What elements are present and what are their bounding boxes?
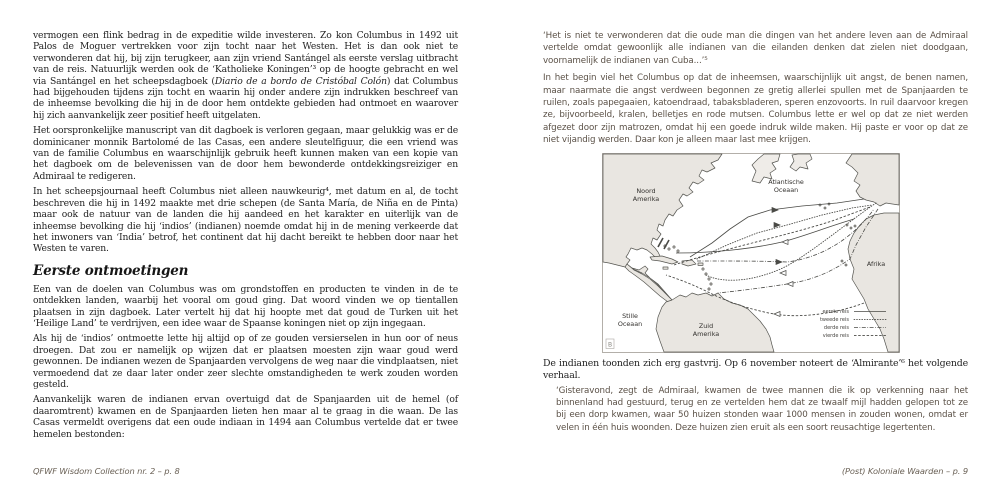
voyage-map-figure [602,153,900,353]
paragraph-text: vermogen een flink bedrag in de expeditie wilde investeren. Zo kon Columbus in 1492 uit Palos de Moguer vertrekken voor zijn tocht naar het Westen. Het is dan ook niet te verwonderen dat hij, bij zijn terugkeer, aan zijn vriend Santángel als eerste verslag uitbracht van de reis. Natuurlijk werden ook de ‘Katholieke Koningen’³ op de hoogte gebracht en wel via Santángel en het scheepsdagboek ( [33,30,458,87]
label-africa: Afrika [866,259,886,268]
body-paragraph: Het oorspronkelijke manuscript van dit dagboek is verloren gegaan, maar gelukkig was er de dominicaner monnik Bartolomé de las Casas, een andere sleutelfiguur, die een vriend was van de familie Columbus en waarschijnlijk gebruik heeft kunnen maken van een kopie van het dagboek om de belevenissen van de door hem bewonderde ontdekkingsreiziger en Admiraal te redigeren. [33,125,458,182]
svg-text:vierde reis: vierde reis [822,332,849,339]
body-paragraph: In het scheepsjournaal heeft Columbus niet alleen nauwkeurig⁴, met datum en al, de tocht beschreven die hij in 1492 maakte met drie schepen (de Santa María, de Niña en de Pinta) maar ook de natuur van de landen die hij aandeed en het karakter en uiterlijk van de inheemse bevolking die hij ‘indios’ (indianen) noemde omdat hij in de mening verkeerde dat het inwoners van ‘India’ betrof, het continent dat hij dacht bereikt te hebben door naar het Westen te varen. [33,186,458,255]
body-paragraph: Een van de doelen van Columbus was om grondstoffen en producten te vinden in de te ontdekken landen, waarbij het vooral om goud ging. Dat woord vinden we op tientallen plaatsen in zijn dagboek. Later vertelt hij dat hij hoopte met dat goud de Turken uit het ‘Heilige Land’ te verdrijven, een idee waar de Spaanse koningen niet op zijn ingegaan. [33,283,458,329]
italic-book-title: Diario de a bordo de Cristóbal Colón [214,75,387,87]
quote-paragraph: ‘Het is niet te verwonderen dat die oude man die dingen van het andere leven aan de Admiraal vertelde omdat gewoonlijk alle indianen van die eilanden denken dat zielen niet doodgaan, voornamelijk de indianen van Cuba...’⁵ [543,31,968,66]
body-paragraph [33,30,458,121]
svg-text:eerste reis: eerste reis [822,308,849,315]
label-pacific-ocean: Stille [622,311,638,320]
svg-text:Oceaan: Oceaan [617,319,643,328]
quote-paragraph: In het begin viel het Columbus op dat de inheemsen, waarschijnlijk uit angst, de benen namen, maar naarmate die angst verdween begonnen ze gretig allerlei spullen met de Spanjaarden te ruilen, zoals papegaaien, katoendraad, tabaksbladeren, speren enzovoorts. In ruil daarvoor kregen ze, bijvoorbeeld, kralen, belletjes en rode mutsen. Columbus lette er wel op dat ze niet werden afgezet door zijn matrozen, omdat hij een goede indruk wilde maken. Hij paste er voor op dat ze niet vijandig werden. Daar kon je alleen maar last mee krijgen. [543,73,968,146]
label-south-america: Zuid [698,321,714,330]
body-paragraph: Aanvankelijk waren de indianen ervan overtuigd dat de Spanjaarden uit de hemel (of daaromtrent) kwamen en de Spanjaarden lieten hen maar al te graag in die waan. De las Casas vermeldt overigens dat een oude indiaan in 1494 aan Columbus vertelde dat er twee hemelen bestonden: [33,394,458,440]
label-atlantic-ocean: Atlantische [768,177,804,186]
page-left [33,30,458,490]
section-heading: Eerste ontmoetingen [33,262,189,279]
paragraph-text: ) dat Columbus had bijgehouden tijdens zijn tocht en waarin hij onder andere zijn indrukken beschreef van de inheemse bevolking die hij in de door hem ontdekte gebieden had ontmoet en waarover hij zich aanvankelijk zeer positief heeft uitgelaten. [33,75,458,121]
body-paragraph: Als hij de ‘indios’ ontmoette lette hij altijd op of ze gouden versierselen in hun oor of neus droegen. Dat zou er namelijk op wijzen dat er plaatsen moesten zijn waar goud werd gewonnen. De indianen wezen de Spanjaarden vervolgens de weg naar die vindplaatsen, niet vermoedend dat ze daar later onder zeer slechte omstandigheden te werk zouden worden gesteld. [33,333,458,390]
page-footer-left: QFWF Wisdom Collection nr. 2 – p. 8 [33,466,180,476]
page-footer-right: (Post) Koloniale Waarden – p. 9 [841,466,968,476]
svg-text:B: B [607,341,613,349]
label-north-america: Noord [636,186,656,195]
page-right [543,30,968,490]
body-paragraph: De indianen toonden zich erg gastvrij. Op 6 november noteert de ‘Almirante’⁶ het volgende verhaal. [543,357,968,381]
svg-text:Amerika: Amerika [692,329,720,338]
svg-text:tweede reis: tweede reis [819,316,849,323]
quote-paragraph: ‘Gisteravond, zegt de Admiraal, kwamen de twee mannen die ik op verkenning naar het binnenland had gestuurd, terug en ze vertelden hem dat ze twaalf mijl hadden gelopen tot ze bij een dorp kwamen, waar 50 huizen stonden waar 1000 mensen in zouden wonen, omdat er velen in één huis woonden. Deze huizen zien eruit als een soort reusachtige legertenten. [556,385,968,433]
columbus-voyages-map [602,153,900,353]
svg-text:Amerika: Amerika [632,194,660,203]
svg-text:Oceaan: Oceaan [773,185,799,194]
svg-text:derde reis: derde reis [823,324,849,331]
